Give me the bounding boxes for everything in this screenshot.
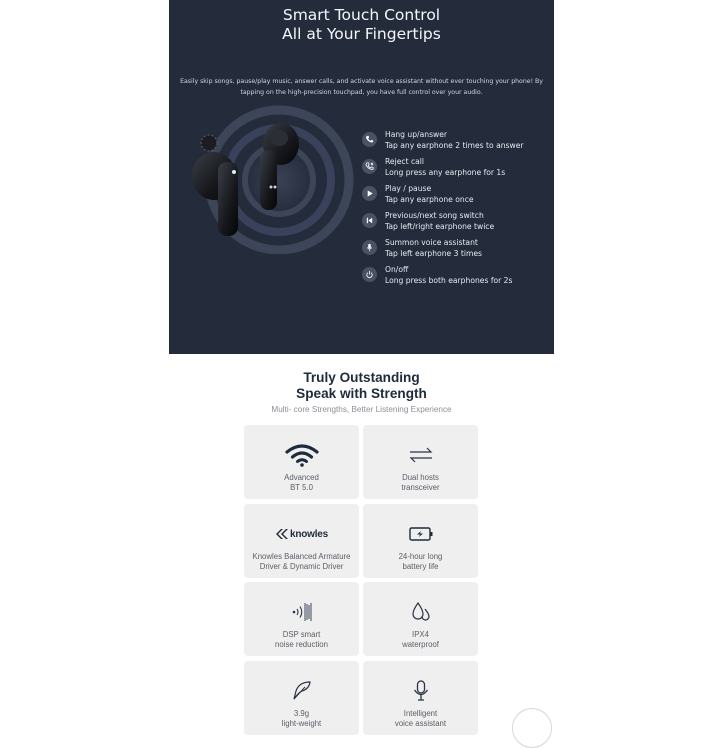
features-subtitle: Multi- core Strengths, Better Listening Experience [271,405,452,414]
feather-icon [244,679,359,703]
feature-sublabel: Driver & Dynamic Driver [259,562,344,571]
phone-icon [362,132,377,147]
feature-label: Intelligent [403,709,438,718]
features-title: Truly Outstanding [303,370,420,385]
reject-call-icon [362,159,377,174]
wifi-icon [244,443,359,467]
control-on-off [362,263,552,289]
power-icon [362,267,377,282]
control-title: On/off [385,265,409,274]
feature-sublabel: waterproof [402,640,439,649]
control-title: Reject call [385,157,425,166]
microphone-icon [363,679,478,703]
noise-reduction-icon [244,600,359,624]
feature-label: IPX4 [412,630,429,639]
scroll-to-top-button[interactable] [512,708,552,748]
feature-card-battery [363,504,478,578]
microphone-icon [362,240,377,255]
feature-label: Dual hosts [402,473,439,482]
earbuds-product-image [169,108,359,268]
feature-card-light-weight [244,661,359,735]
feature-card-voice-assistant [363,661,478,735]
control-description: Long press both earphones for 2s [385,276,513,285]
control-song-switch [362,209,552,235]
control-description: Tap any earphone once [385,195,474,204]
control-description: Tap left earphone 3 times [385,249,482,258]
feature-card-bluetooth [244,425,359,499]
hero-description: Easily skip songs, pause/play music, answer calls, and activate voice assistant without ever touching your phone! By [180,78,543,85]
control-voice-assistant [362,236,552,262]
control-description: Tap left/right earphone twice [385,222,495,231]
hero-description-line2: tapping on the high-precision touchpad, you have full control over your audio. [240,89,483,96]
feature-card-waterproof [363,582,478,656]
battery-icon [363,522,478,546]
feature-label: Advanced [284,473,319,482]
control-reject-call [362,155,552,181]
knowles-logo [275,529,328,540]
control-description: Long press any earphone for 1s [385,168,506,177]
feature-card-dual-hosts [363,425,478,499]
hero-title: Smart Touch Control [282,6,441,24]
control-title: Summon voice assistant [385,238,478,247]
play-icon [362,186,377,201]
feature-sublabel: transceiver [401,483,440,492]
feature-sublabel: light-weight [281,719,322,728]
features-title-line2: Speak with Strength [296,386,427,401]
feature-label: 3.9g [293,709,310,718]
feature-card-noise-reduction [244,582,359,656]
skip-icon [362,213,377,228]
knowles-logo-text: knowles [289,528,329,540]
feature-label: 24-hour long [398,552,443,561]
feature-card-knowles-driver [244,504,359,578]
control-title: Previous/next song switch [385,211,484,220]
water-drops-icon [363,600,478,624]
control-hang-up-answer [362,128,552,154]
feature-sublabel: battery life [402,562,439,571]
feature-sublabel: BT 5.0 [290,483,313,492]
control-title: Play / pause [385,184,432,193]
feature-sublabel: voice assistant [394,719,447,728]
control-description: Tap any earphone 2 times to answer [385,141,524,150]
feature-label: DSP smart [282,630,321,639]
hero-title-line2: All at Your Fingertips [282,25,441,43]
control-title: Hang up/answer [385,130,448,139]
control-play-pause [362,182,552,208]
swap-arrows-icon [363,443,478,467]
feature-sublabel: noise reduction [275,640,328,649]
smart-touch-banner [169,0,554,354]
feature-label: Knowles Balanced Armature [252,552,351,561]
